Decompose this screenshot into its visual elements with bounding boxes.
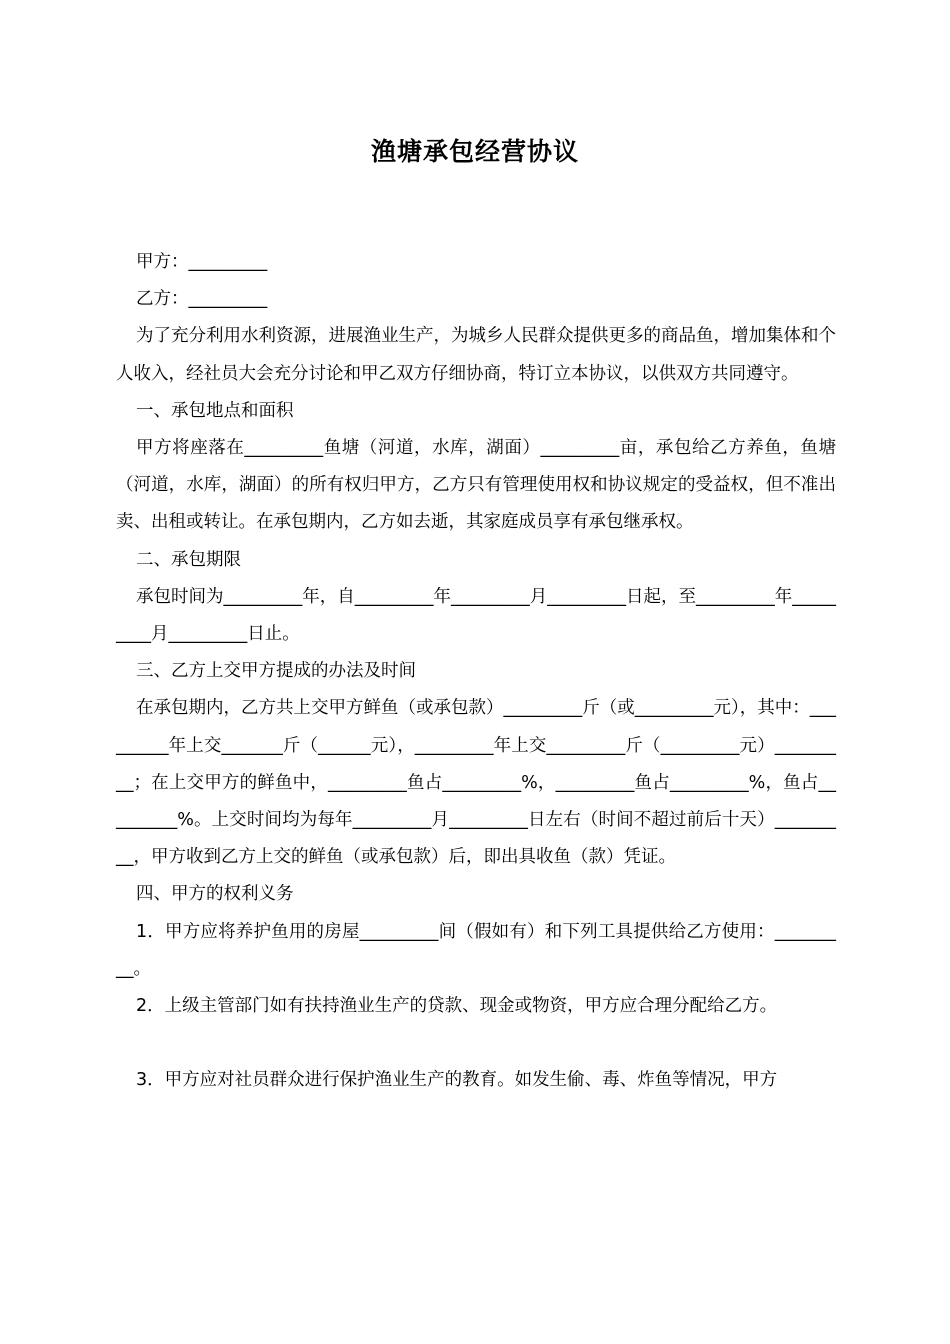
party-b-line: 乙方：_________ — [136, 289, 268, 310]
section-heading-party-a-rights: 四、甲方的权利义务 — [136, 884, 294, 905]
preamble-paragraph: 为了充分利用水利资源，进展渔业生产，为城乡人民群众提供更多的商品鱼，增加集体和个人收入，经社员大会充分讨论和甲乙双方仔细协商，特订立本协议，以供双方共同遵守。 — [116, 326, 836, 384]
location-paragraph: 甲方将座落在_________鱼塘（河道，水库，湖面）_________亩，承包给乙方养鱼，鱼塘（河道，水库，湖面）的所有权归甲方，乙方只有管理使用权和协议规定的受益权，但不准出卖、出租或转让。在承包期内，乙方如去逝，其家庭成员享有承包继承权。 — [116, 438, 836, 533]
clause-1: 1．甲方应将养护鱼用的房屋_________间（假如有）和下列工具提供给乙方使用：_________。 — [116, 921, 836, 979]
section-heading-term: 二、承包期限 — [136, 549, 241, 570]
section-heading-location: 一、承包地点和面积 — [136, 400, 294, 421]
clause-2: 2．上级主管部门如有扶持渔业生产的贷款、现金或物资，甲方应合理分配给乙方。 — [136, 996, 778, 1017]
document-body — [116, 244, 836, 1099]
document-title: 渔塘承包经营协议 — [370, 137, 579, 166]
clause-3: 3．甲方应对社员群众进行保护渔业生产的教育。如发生偷、毒、炸鱼等情况，甲方 — [136, 1070, 778, 1091]
section-heading-payment: 三、乙方上交甲方提成的办法及时间 — [136, 661, 416, 682]
party-a-line: 甲方：_________ — [136, 252, 268, 272]
payment-paragraph: 在承包期内，乙方共上交甲方鲜鱼（或承包款）_________斤（或_________元），其中：_________年上交_______斤（______元），_________年上交_________斤（_________元）_________；在上交甲方的鲜鱼中，_________鱼占_________%，_________鱼占_________%，鱼占_________%。上交时间均为每年_________月_________日左右（时间不超过前后十天）_________，甲方收到乙方上交的鲜鱼（或承包款）后，即出具收鱼（款）凭证。 — [116, 698, 836, 868]
term-paragraph: 承包时间为_________年，自_________年_________月_________日起，至_________年_________月_________日止。 — [116, 586, 836, 645]
